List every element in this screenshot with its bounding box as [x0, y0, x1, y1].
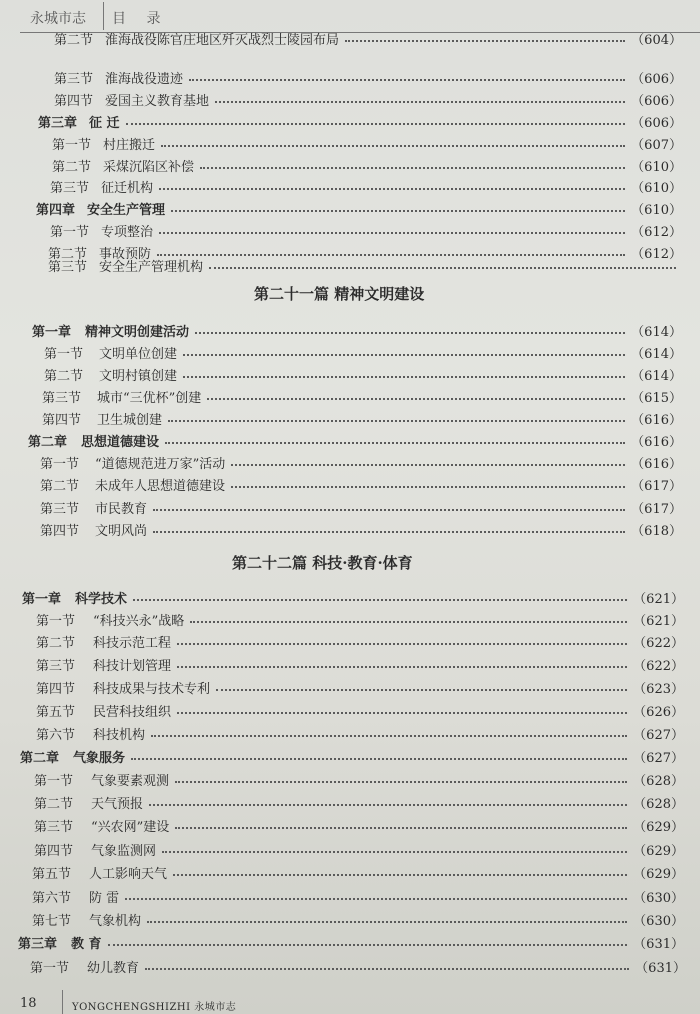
entry-page: （612）: [631, 224, 682, 240]
leader-dots: [159, 232, 625, 234]
toc-chapter: [18, 932, 684, 952]
leader-dots: [126, 123, 626, 125]
leader-dots: [195, 332, 625, 334]
entry-title: 文明村镇创建: [99, 368, 178, 384]
chapter-title: 安全生产管理: [87, 202, 166, 218]
leader-dots: [177, 666, 627, 668]
entry-page: （630）: [633, 890, 684, 906]
entry-page: （617）: [631, 501, 682, 517]
entry-label: 第一节: [52, 137, 92, 153]
toc-entry: [40, 497, 682, 517]
toc-entry: [36, 609, 684, 629]
chapter-page: （606）: [631, 115, 682, 131]
entry-title: “科技兴永”战略: [93, 613, 185, 629]
entry-label: 第一节: [36, 613, 76, 629]
toc-entry: [54, 67, 682, 87]
entry-label: 第二节: [44, 368, 84, 384]
toc-entry: [32, 862, 684, 882]
entry-page: （607）: [631, 137, 682, 153]
entry-page: （629）: [633, 819, 684, 835]
page-footer: [0, 990, 700, 1014]
leader-dots: [190, 621, 627, 623]
entry-page: （614）: [631, 346, 682, 362]
entry-page: （606）: [631, 93, 682, 109]
toc-entry: [40, 519, 682, 539]
entry-label: 第四节: [42, 412, 82, 428]
leader-dots: [149, 804, 627, 806]
entry-label: 第四节: [54, 93, 94, 109]
entry-label: 第三节: [34, 819, 74, 835]
entry-page: （616）: [631, 456, 682, 472]
leader-dots: [207, 398, 625, 400]
entry-label: 第四节: [34, 843, 74, 859]
chapter-page: （614）: [631, 324, 682, 340]
chapter-title: 科学技术: [75, 591, 128, 607]
entry-page: （629）: [633, 843, 684, 859]
footer-divider: [62, 990, 63, 1014]
entry-page: （606）: [631, 71, 682, 87]
chapter-label: 第四章: [36, 202, 76, 218]
toc-entry: [42, 386, 682, 406]
entry-page: （614）: [631, 368, 682, 384]
leader-dots: [177, 712, 627, 714]
section-title: 目 录: [112, 11, 169, 27]
entry-label: 第三节: [42, 390, 82, 406]
toc-entry: [50, 220, 682, 240]
leader-dots: [108, 944, 628, 946]
leader-dots: [145, 968, 629, 970]
entry-title: “兴农网”建设: [91, 819, 170, 835]
entry-label: 第二节: [34, 796, 74, 812]
chapter-label: 第一章: [32, 324, 72, 340]
chapter-title: 思想道德建设: [81, 434, 160, 450]
leader-dots: [161, 145, 625, 147]
footer-text: YONGCHENGSHIZHI 永城市志: [72, 1002, 237, 1013]
toc-chapter: [20, 746, 684, 766]
toc-entry: [36, 700, 684, 720]
entry-page: （604）: [631, 32, 682, 48]
entry-page: （622）: [633, 635, 684, 651]
entry-label: 第二节: [40, 478, 80, 494]
entry-label: 第一节: [30, 960, 70, 976]
entry-label: 第五节: [36, 704, 76, 720]
leader-dots: [165, 442, 625, 444]
leader-dots: [189, 79, 625, 81]
entry-title: 城市“三优杯”创建: [97, 390, 202, 406]
entry-label: 第五节: [32, 866, 72, 882]
toc-entry: [32, 886, 684, 906]
leader-dots: [131, 758, 627, 760]
leader-dots: [153, 531, 625, 533]
chapter-label: 第三章: [18, 936, 58, 952]
leader-dots: [231, 486, 625, 488]
chapter-label: 第二章: [20, 750, 60, 766]
leader-dots: [133, 599, 627, 601]
leader-dots: [168, 420, 625, 422]
entry-page: （631）: [635, 960, 686, 976]
leader-dots: [175, 827, 627, 829]
entry-title: 专项整治: [101, 224, 154, 240]
toc-entry: [36, 631, 684, 651]
entry-label: 第一节: [44, 346, 84, 362]
chapter-page: （631）: [633, 936, 684, 952]
leader-dots: [171, 210, 625, 212]
toc-entry: [36, 723, 684, 743]
entry-title: 天气预报: [91, 796, 144, 812]
entry-label: 第二节: [54, 32, 94, 48]
toc-entry: [30, 956, 686, 976]
entry-page: （610）: [631, 159, 682, 175]
toc-entry: [40, 474, 682, 494]
chapter-page: （627）: [633, 750, 684, 766]
entry-label: 第四节: [40, 523, 80, 539]
entry-label: 第六节: [32, 890, 72, 906]
entry-page: （628）: [633, 773, 684, 789]
entry-title: 爱国主义教育基地: [105, 93, 210, 109]
part-heading: 第二十一篇 精神文明建设: [254, 285, 425, 303]
toc-entry: [34, 769, 684, 789]
entry-label: 第二节: [52, 159, 92, 175]
leader-dots: [209, 267, 676, 269]
toc-entry: [44, 342, 682, 362]
leader-dots: [183, 354, 625, 356]
entry-title: 淮海战役陈官庄地区歼灭战烈士陵园布局: [105, 32, 340, 48]
page-number: 18: [20, 996, 37, 1011]
leader-dots: [173, 874, 627, 876]
toc-entry: [52, 155, 682, 175]
toc-entry: [32, 909, 684, 929]
entry-title: 气象要素观测: [91, 773, 170, 789]
header-divider: [103, 2, 104, 30]
entry-page: （618）: [631, 523, 682, 539]
toc-entry: [54, 89, 682, 109]
chapter-title: 精神文明创建活动: [85, 324, 190, 340]
entry-label: 第六节: [36, 727, 76, 743]
entry-label: 第三节: [36, 658, 76, 674]
leader-dots: [231, 464, 625, 466]
toc-entry: [48, 255, 682, 275]
entry-title: 气象机构: [89, 913, 142, 929]
toc-entry: [42, 408, 682, 428]
entry-page: （616）: [631, 412, 682, 428]
toc-entry: [36, 654, 684, 674]
entry-page: （617）: [631, 478, 682, 494]
toc-entry: [36, 677, 684, 697]
toc-entry: [54, 28, 682, 48]
entry-title: 科技示范工程: [93, 635, 172, 651]
entry-page: （629）: [633, 866, 684, 882]
toc-entry: [50, 176, 682, 196]
chapter-title: 征 迁: [89, 115, 120, 131]
entry-label: 第三节: [48, 259, 88, 275]
toc-entry: [34, 792, 684, 812]
entry-page: （628）: [633, 796, 684, 812]
chapter-page: （621）: [633, 591, 684, 607]
toc-entry: [52, 133, 682, 153]
entry-title: 卫生城创建: [97, 412, 163, 428]
entry-title: 淮海战役遗迹: [105, 71, 184, 87]
entry-title: 幼儿教育: [87, 960, 140, 976]
leader-dots: [151, 735, 627, 737]
entry-label: 第七节: [32, 913, 72, 929]
entry-title: 科技机构: [93, 727, 146, 743]
entry-title: 人工影响天气: [89, 866, 168, 882]
chapter-label: 第三章: [38, 115, 78, 131]
entry-label: 第四节: [36, 681, 76, 697]
entry-label: 第三节: [54, 71, 94, 87]
leader-dots: [177, 643, 627, 645]
entry-title: 征迁机构: [101, 180, 154, 196]
entry-title: 市民教育: [95, 501, 148, 517]
entry-page: （621）: [633, 613, 684, 629]
entry-page: （610）: [631, 180, 682, 196]
leader-dots: [200, 167, 625, 169]
leader-dots: [147, 921, 627, 923]
toc-chapter: [36, 198, 682, 218]
chapter-title: 教 育: [71, 936, 102, 952]
entry-page: （612）: [631, 246, 682, 262]
entry-page: （630）: [633, 913, 684, 929]
leader-dots: [183, 376, 625, 378]
toc-chapter: [28, 430, 682, 450]
toc-entry: [34, 815, 684, 835]
entry-title: 气象监测网: [91, 843, 157, 859]
entry-page: （615）: [631, 390, 682, 406]
leader-dots: [153, 509, 625, 511]
entry-title: 民营科技组织: [93, 704, 172, 720]
leader-dots: [175, 781, 627, 783]
entry-label: 第一节: [40, 456, 80, 472]
entry-page: （626）: [633, 704, 684, 720]
entry-label: 第二节: [36, 635, 76, 651]
entry-label: 第一节: [50, 224, 90, 240]
toc-chapter: [38, 111, 682, 131]
entry-title: 未成年人思想道德建设: [95, 478, 226, 494]
toc-entry: [40, 452, 682, 472]
leader-dots: [125, 898, 627, 900]
entry-title: 防 雷: [89, 890, 120, 906]
entry-title: 科技计划管理: [93, 658, 172, 674]
toc-chapter: [22, 587, 684, 607]
leader-dots: [162, 851, 627, 853]
chapter-page: （616）: [631, 434, 682, 450]
leader-dots: [159, 188, 625, 190]
entry-page: （622）: [633, 658, 684, 674]
leader-dots: [215, 101, 625, 103]
entry-label: 第三节: [40, 501, 80, 517]
toc-entry: [44, 364, 682, 384]
entry-title: 村庄搬迁: [103, 137, 156, 153]
entry-label: 第三节: [50, 180, 90, 196]
entry-title: 科技成果与技术专利: [93, 681, 211, 697]
part-heading: 第二十二篇 科技·教育·体育: [232, 554, 413, 572]
entry-title: 文明单位创建: [99, 346, 178, 362]
leader-dots: [345, 40, 625, 42]
toc-entry: [34, 839, 684, 859]
book-title: 永城市志: [30, 11, 86, 27]
chapter-label: 第二章: [28, 434, 68, 450]
chapter-page: （610）: [631, 202, 682, 218]
leader-dots: [216, 689, 627, 691]
entry-title: “道德规范进万家”活动: [95, 456, 226, 472]
entry-title: 安全生产管理机构: [99, 259, 204, 275]
entry-label: 第二节: [48, 246, 88, 262]
toc-chapter: [32, 320, 682, 340]
entry-title: 采煤沉陷区补偿: [103, 159, 195, 175]
entry-title: 事故预防: [99, 246, 152, 262]
chapter-label: 第一章: [22, 591, 62, 607]
chapter-title: 气象服务: [73, 750, 126, 766]
entry-page: （627）: [633, 727, 684, 743]
entry-page: （623）: [633, 681, 684, 697]
entry-label: 第一节: [34, 773, 74, 789]
entry-title: 文明风尚: [95, 523, 148, 539]
